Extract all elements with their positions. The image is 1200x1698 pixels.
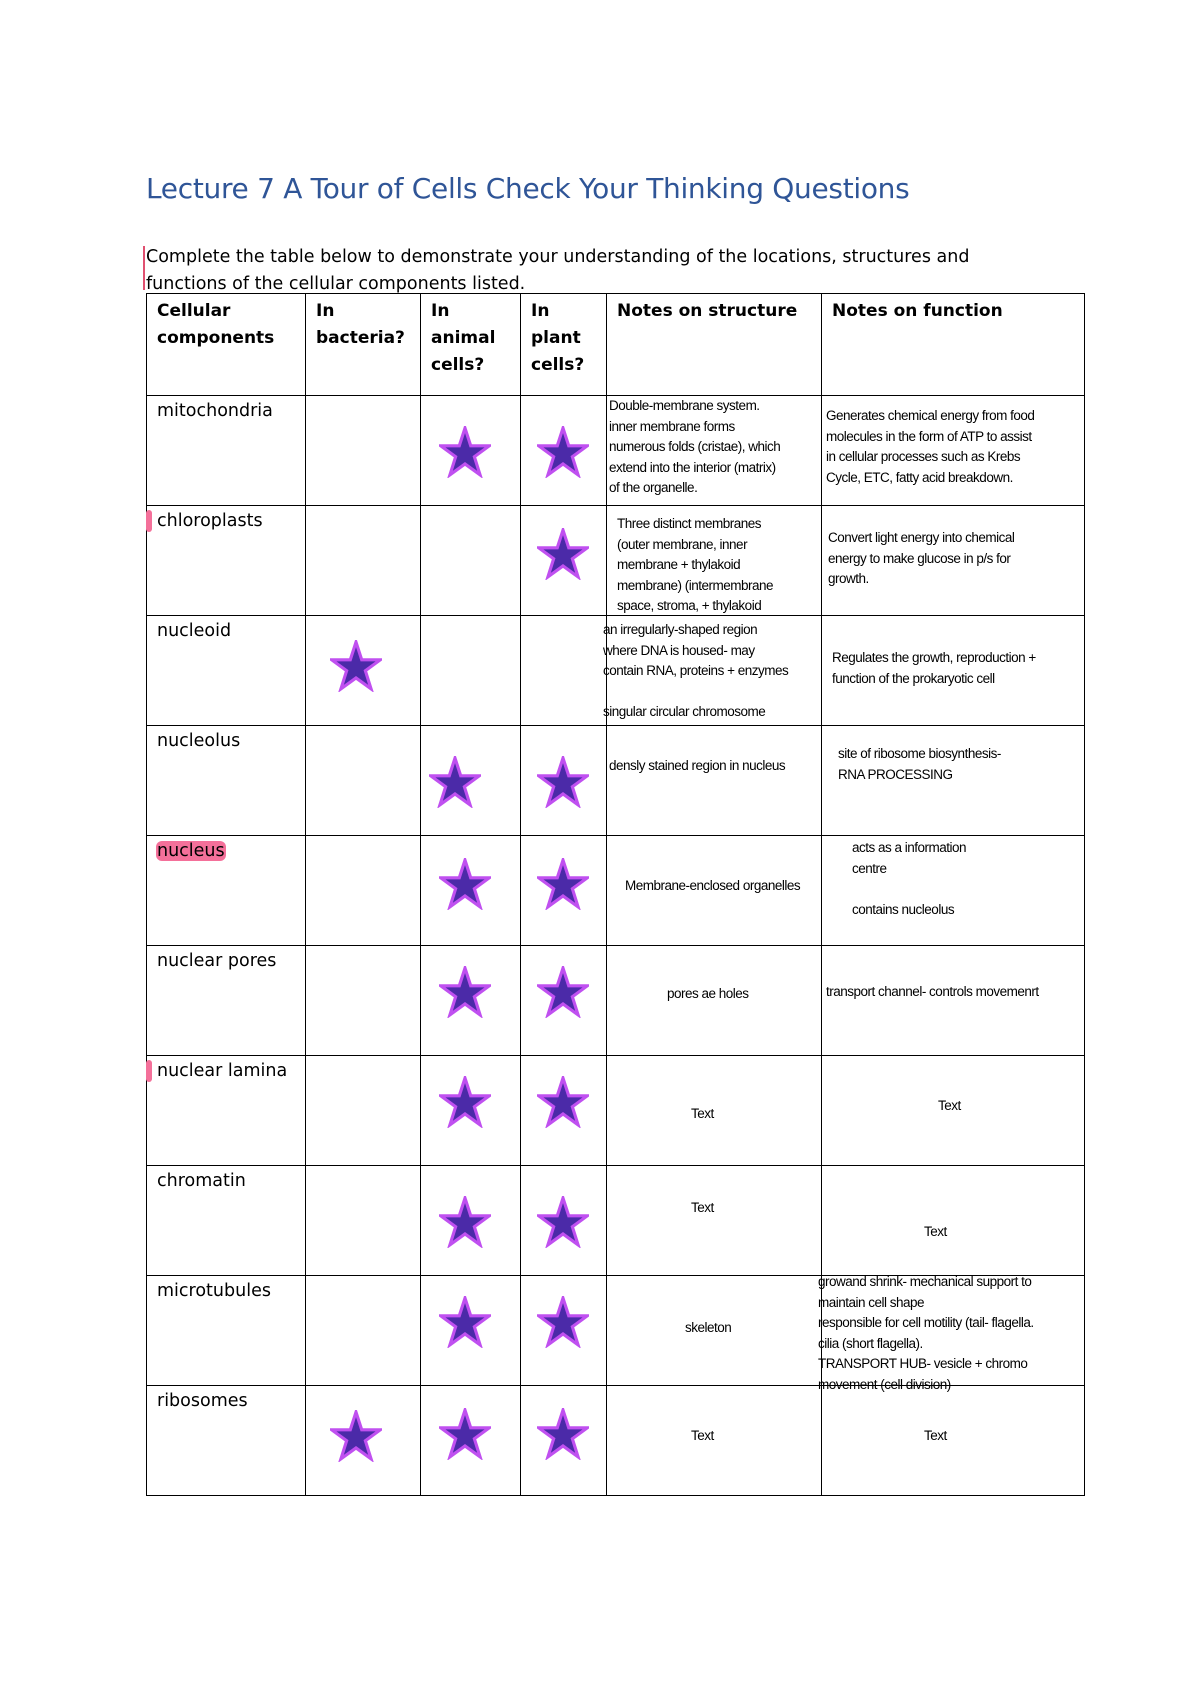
plant-cell xyxy=(521,726,607,836)
structure-cell xyxy=(607,1166,822,1276)
bacteria-cell xyxy=(306,506,421,616)
header-function: Notes on function xyxy=(822,294,1085,396)
animal-cell xyxy=(421,616,521,726)
component-name: chloroplasts xyxy=(157,511,263,531)
component-cell xyxy=(147,616,306,726)
header-bacteria: In bacteria? xyxy=(306,294,421,396)
animal-cell xyxy=(421,1166,521,1276)
star-icon xyxy=(537,966,589,1018)
function-cell xyxy=(822,396,1085,506)
structure-note: pores ae holes xyxy=(667,986,749,1001)
function-note: Generates chemical energy from food molecules in the form of ATP to assist in cellular processes such as Krebs Cycle, ETC, fatty acid breakdown. xyxy=(826,408,1035,485)
structure-cell xyxy=(607,946,822,1056)
structure-cell xyxy=(607,396,822,506)
header-animal: In animal cells? xyxy=(421,294,521,396)
structure-cell xyxy=(607,1056,822,1166)
animal-cell xyxy=(421,726,521,836)
function-cell xyxy=(822,616,1085,726)
structure-note: skeleton xyxy=(685,1320,732,1335)
component-name: chromatin xyxy=(157,1171,246,1191)
function-cell xyxy=(822,726,1085,836)
component-name: microtubules xyxy=(157,1281,271,1301)
component-cell xyxy=(147,396,306,506)
components-table xyxy=(146,293,1085,1496)
function-cell xyxy=(822,1166,1085,1276)
component-cell xyxy=(147,1166,306,1276)
structure-cell xyxy=(603,616,822,726)
star-icon xyxy=(537,1408,589,1460)
function-cell xyxy=(822,506,1085,616)
structure-note: densly stained region in nucleus xyxy=(609,758,786,773)
plant-cell xyxy=(521,506,607,616)
table-row xyxy=(147,616,1085,726)
animal-cell xyxy=(421,946,521,1056)
animal-cell xyxy=(421,396,521,506)
star-icon xyxy=(330,640,382,692)
structure-cell xyxy=(607,726,822,836)
bacteria-cell xyxy=(306,1166,421,1276)
function-cell xyxy=(822,1386,1085,1496)
plant-cell xyxy=(521,1276,607,1386)
component-name: ribosomes xyxy=(157,1391,248,1411)
star-icon xyxy=(537,426,589,478)
star-icon xyxy=(537,1296,589,1348)
bacteria-cell xyxy=(306,616,421,726)
structure-cell xyxy=(607,506,822,616)
plant-cell xyxy=(521,616,607,726)
star-icon xyxy=(537,1076,589,1128)
star-icon xyxy=(439,858,491,910)
structure-note: Text xyxy=(691,1428,714,1443)
bacteria-cell xyxy=(306,1056,421,1166)
animal-cell xyxy=(421,1056,521,1166)
star-icon xyxy=(439,426,491,478)
function-note: Text xyxy=(938,1098,961,1113)
component-cell xyxy=(147,946,306,1056)
structure-cell xyxy=(607,836,822,946)
table-row xyxy=(147,1386,1085,1496)
function-cell xyxy=(822,1056,1085,1166)
function-note: Text xyxy=(924,1224,947,1239)
plant-cell xyxy=(521,946,607,1056)
plant-cell xyxy=(521,396,607,506)
animal-cell xyxy=(421,836,521,946)
bacteria-cell xyxy=(306,836,421,946)
structure-note: Three distinct membranes (outer membrane, inner membrane + thylakoid membrane) (intermembrane space, stroma, + thylakoid xyxy=(617,516,774,613)
function-note: acts as a information centre contains nucleolus xyxy=(852,840,967,917)
function-cell xyxy=(818,1274,1085,1392)
table-row xyxy=(147,946,1085,1056)
header-components: Cellular components xyxy=(147,294,306,396)
function-cell xyxy=(822,836,1085,946)
star-icon xyxy=(537,858,589,910)
star-icon xyxy=(439,1296,491,1348)
bacteria-cell xyxy=(306,726,421,836)
star-icon xyxy=(439,1076,491,1128)
header-structure: Notes on structure xyxy=(607,294,822,396)
structure-note: Text xyxy=(691,1106,714,1121)
bacteria-cell xyxy=(306,1276,421,1386)
table-row xyxy=(147,726,1085,836)
component-cell xyxy=(147,1276,306,1386)
plant-cell xyxy=(521,1386,607,1496)
component-name xyxy=(147,836,236,866)
intro-text: Complete the table below to demonstrate your understanding of the locations, structures and functions of the cellular components listed. xyxy=(146,247,970,294)
component-name: nuclear pores xyxy=(157,951,277,971)
plant-cell xyxy=(521,1166,607,1276)
table-row xyxy=(147,836,1085,946)
table-header-row xyxy=(147,294,1085,396)
structure-note: an irregularly-shaped region where DNA is housed- may contain RNA, proteins + enzymes singular circular chromosome xyxy=(603,622,789,719)
bacteria-cell xyxy=(306,396,421,506)
function-note: transport channel- controls movemenrt xyxy=(826,984,1039,999)
component-name: nucleoid xyxy=(157,621,232,641)
table-row xyxy=(147,1166,1085,1276)
component-name: mitochondria xyxy=(157,401,273,421)
function-note: growand shrink- mechanical support to maintain cell shape responsible for cell motility (tail- flagella. cilia (short flagella). TRANSPORT HUB- vesicle + chromo movement (cell division) xyxy=(818,1274,1034,1392)
star-icon xyxy=(537,1196,589,1248)
star-icon xyxy=(439,1408,491,1460)
plant-cell xyxy=(521,836,607,946)
star-icon xyxy=(429,756,481,808)
component-cell xyxy=(147,1386,306,1496)
component-cell xyxy=(147,726,306,836)
component-cell xyxy=(147,836,306,946)
function-note: site of ribosome biosynthesis- RNA PROCESSING xyxy=(838,746,1001,782)
page-title: Lecture 7 A Tour of Cells Check Your Thinking Questions xyxy=(146,172,910,205)
function-note: Regulates the growth, reproduction + function of the prokaryotic cell xyxy=(832,650,1036,686)
star-icon xyxy=(330,1410,382,1462)
bacteria-cell xyxy=(306,946,421,1056)
text-cursor-mark xyxy=(143,246,145,290)
header-plant: In plant cells? xyxy=(521,294,607,396)
plant-cell xyxy=(521,1056,607,1166)
structure-note: Double-membrane system. inner membrane forms numerous folds (cristae), which extend into the interior (matrix) of the organelle. xyxy=(609,398,781,495)
star-icon xyxy=(439,1196,491,1248)
structure-cell xyxy=(607,1276,822,1386)
table-row xyxy=(147,396,1085,506)
component-name: nuclear lamina xyxy=(157,1061,288,1081)
function-cell xyxy=(822,946,1085,1056)
component-name: nucleolus xyxy=(157,731,241,751)
star-icon xyxy=(439,966,491,1018)
function-note: Convert light energy into chemical energy to make glucose in p/s for growth. xyxy=(828,530,1015,586)
table-row xyxy=(147,1056,1085,1166)
star-icon xyxy=(537,756,589,808)
function-note: Text xyxy=(924,1428,947,1443)
table-row xyxy=(147,506,1085,616)
component-cell xyxy=(147,506,306,616)
structure-cell xyxy=(607,1386,822,1496)
animal-cell xyxy=(421,1386,521,1496)
highlighted-text: nucleus xyxy=(157,841,225,861)
component-cell xyxy=(147,1056,306,1166)
star-icon xyxy=(537,528,589,580)
animal-cell xyxy=(421,506,521,616)
table-row xyxy=(147,1276,1085,1386)
bacteria-cell xyxy=(306,1386,421,1496)
animal-cell xyxy=(421,1276,521,1386)
structure-note: Text xyxy=(691,1200,714,1215)
structure-note: Membrane-enclosed organelles xyxy=(625,878,801,893)
